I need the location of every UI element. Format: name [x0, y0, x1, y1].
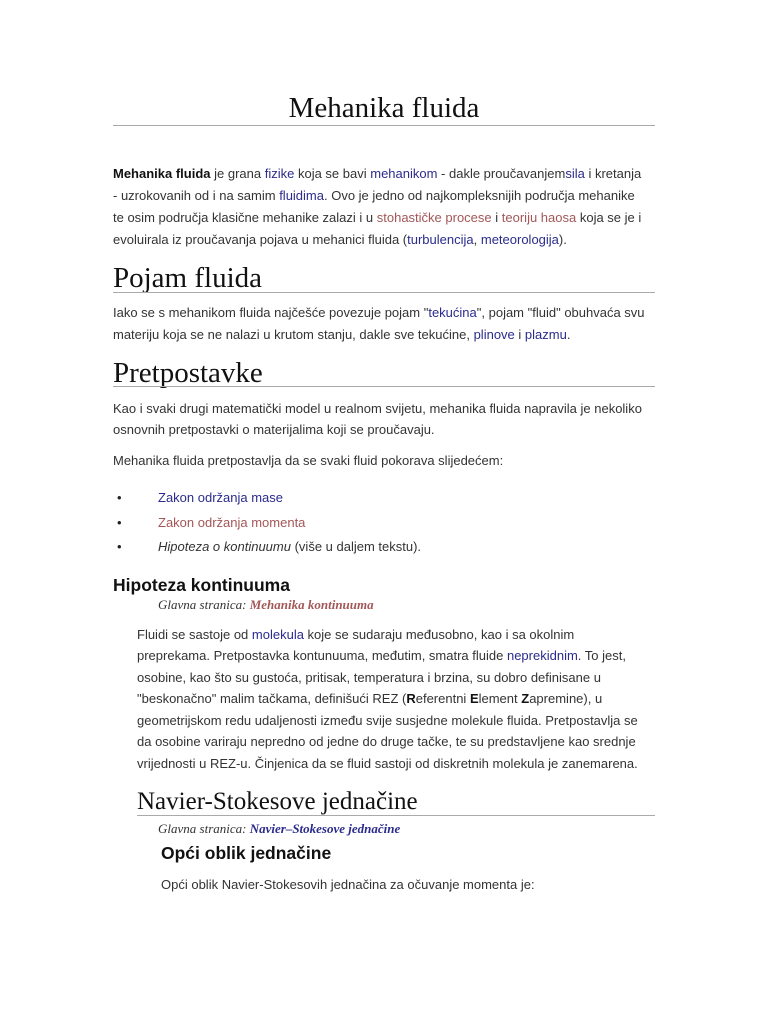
section-heading-pretpostavke: Pretpostavke — [113, 357, 263, 389]
article-link[interactable]: tekućina — [428, 305, 477, 320]
text-line — [113, 398, 642, 420]
text-run: je grana — [210, 166, 265, 181]
main-article-note — [158, 596, 374, 614]
subsection-heading-opci-oblik: Opći oblik jednačine — [161, 843, 332, 863]
page-title: Mehanika fluida — [288, 92, 480, 124]
article-link[interactable]: meteorologija — [480, 232, 559, 247]
article-link[interactable]: turbulencija — [407, 232, 474, 247]
article-link[interactable]: sila — [565, 166, 585, 181]
heading-divider — [137, 815, 655, 816]
article-link[interactable]: molekula — [251, 626, 304, 642]
text-run: koja se je i — [576, 210, 642, 225]
text-line — [137, 624, 638, 646]
text-run: i — [491, 210, 502, 225]
text-line — [113, 163, 641, 185]
text-run: osobine, kao što su gustoća, pritisak, temperatura i brzina, su dobro definisane u — [137, 669, 601, 685]
text-run: i — [514, 327, 525, 342]
text-run: lement — [478, 691, 522, 706]
text-line — [113, 419, 642, 441]
text-line — [161, 874, 535, 896]
text-line — [113, 185, 641, 207]
text-run: - uzrokovanih od i na samim — [113, 188, 280, 203]
article-link[interactable]: neprekidnim — [506, 648, 578, 663]
list-item — [113, 535, 421, 560]
text-run: apremine), u — [529, 691, 603, 706]
text-line — [137, 667, 638, 689]
list-item — [113, 511, 421, 536]
text-run: Iako se s mehanikom fluida najčešće povezuje pojam " — [113, 305, 429, 320]
article-link[interactable]: Zakon održanja mase — [158, 490, 284, 505]
text-line — [113, 207, 641, 229]
assumptions-list — [113, 486, 421, 560]
pojam-fluida-paragraph — [113, 302, 645, 346]
text-run: - dakle proučavanjem — [437, 166, 566, 181]
missing-article-link[interactable]: teoriju haosa — [501, 210, 577, 225]
text-run: da osobine variraju nepredno od jedne do druge tačke, te su predstavljene kao srednje — [137, 734, 636, 749]
bold-text: Z — [521, 691, 530, 706]
main-article-label: Glavna stranica: — [158, 597, 247, 612]
main-article-label: Glavna stranica: — [158, 821, 247, 836]
text-line — [137, 645, 638, 667]
main-article-link[interactable]: Mehanika kontinuuma — [249, 597, 374, 612]
intro-paragraph — [113, 163, 641, 251]
text-line — [137, 688, 638, 710]
text-run: koje se sudaraju međusobno, kao i sa okolnim — [303, 626, 575, 642]
text-run: Mehanika fluida pretpostavlja da se svaki fluid pokorava slijedećem: — [113, 452, 504, 468]
bold-text: E — [469, 691, 479, 706]
section-heading-navier-stokes: Navier-Stokesove jednačine — [137, 788, 418, 815]
text-run: . To jest, — [577, 648, 626, 663]
text-line — [137, 753, 638, 775]
text-run: , — [473, 232, 481, 247]
title-divider — [113, 125, 655, 126]
article-link[interactable]: fizike — [264, 166, 295, 181]
missing-article-link[interactable]: Zakon održanja momenta — [158, 514, 306, 530]
text-run: Opći oblik Navier-Stokesovih jednačina za očuvanje momenta je: — [161, 876, 535, 892]
text-run: . — [566, 327, 571, 342]
text-line — [113, 324, 645, 346]
text-run: ", pojam "fluid" obuhvaća svu — [476, 305, 645, 320]
text-run: materiju koja se ne nalazi u krutom stanju, dakle sve tekućine, — [113, 327, 474, 342]
italic-text: Hipoteza o kontinuumu — [158, 539, 291, 554]
text-run: (više u daljem tekstu). — [290, 539, 422, 554]
bold-text: Mehanika fluida — [113, 166, 211, 181]
bold-text: R — [406, 691, 416, 706]
text-run: evoluirala iz proučavanja pojava u mehanici fluida ( — [113, 232, 408, 247]
article-link[interactable]: mehanikom — [370, 166, 438, 181]
text-run: eferentni — [415, 691, 470, 706]
text-line — [113, 302, 645, 324]
text-run: preprekama. Pretpostavka kontunuuma, međutim, smatra fluide — [137, 648, 507, 663]
heading-divider — [113, 386, 655, 387]
text-run: Kao i svaki drugi matematički model u realnom svijetu, mehanika fluida napravila je nekoliko — [113, 400, 642, 416]
main-article-note — [158, 820, 400, 838]
missing-article-link[interactable]: stohastičke procese — [376, 210, 492, 225]
text-run: i kretanja — [584, 166, 642, 181]
article-link[interactable]: fluidima — [279, 188, 324, 203]
text-run: vrijednosti u REZ-u. Činjenica da se fluid sastoji od diskretnih molekula je zanemarena. — [137, 755, 638, 771]
hipoteza-kontinuuma-paragraph — [137, 624, 638, 775]
section-heading-pojam-fluida: Pojam fluida — [113, 262, 263, 294]
text-run: koja se bavi — [294, 166, 371, 181]
text-run: geometrijskom redu udaljenosti između svije susjedne molekule fluida. Pretpostavlja se — [137, 712, 638, 728]
article-link[interactable]: plazmu — [524, 327, 567, 342]
text-run: osnovnih pretpostavki o materijalima koji se proučavaju. — [113, 422, 435, 437]
article-link[interactable]: plinove — [473, 327, 515, 342]
text-line — [137, 710, 638, 732]
text-run: ). — [558, 232, 567, 247]
text-line — [137, 731, 638, 753]
text-run: Fluidi se sastoje od — [137, 626, 252, 642]
list-item — [113, 486, 421, 511]
text-run: te osim područja klasične mehanike zalazi i u — [113, 210, 377, 225]
heading-divider — [113, 292, 655, 293]
pretpostavke-paragraph — [113, 398, 642, 441]
subsection-heading-hipoteza-kontinuuma: Hipoteza kontinuuma — [113, 575, 290, 595]
main-article-link[interactable]: Navier–Stokesove jednačine — [249, 821, 401, 836]
text-line — [113, 229, 641, 251]
navier-stokes-paragraph — [161, 874, 535, 896]
text-run: "beskonačno" malim tačkama, definišući REZ ( — [137, 691, 407, 706]
text-line — [113, 450, 503, 472]
text-run: . Ovo je jedno od najkompleksnijih područja mehanike — [323, 188, 635, 203]
pretpostavke-lead-paragraph — [113, 450, 503, 472]
